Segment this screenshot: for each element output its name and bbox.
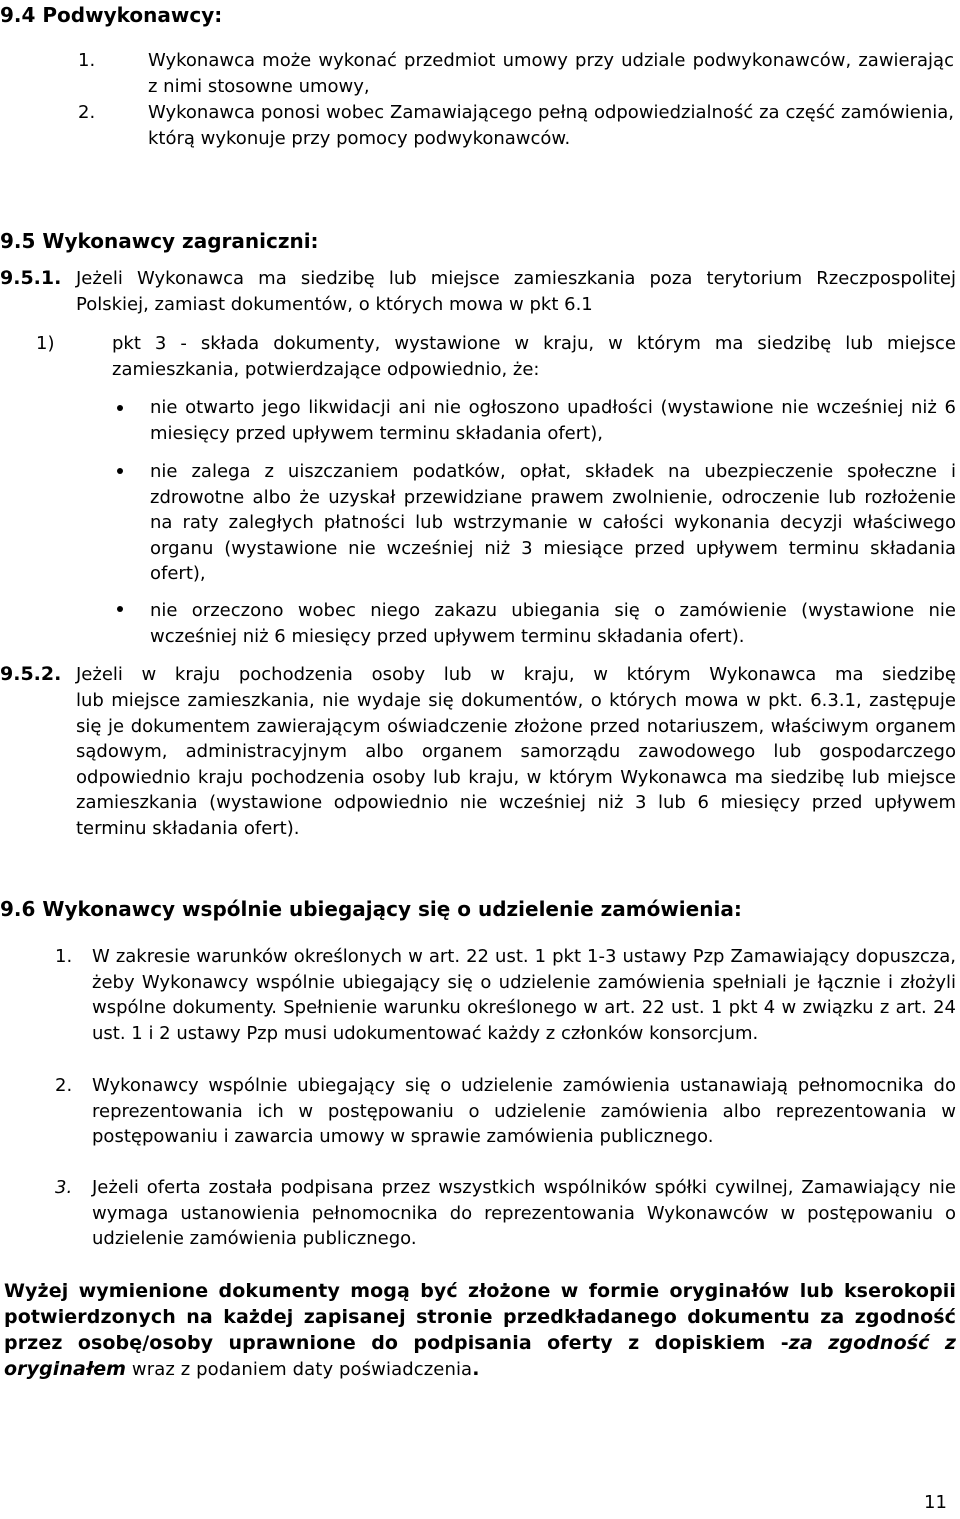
- list-item-text: pkt 3 - składa dokumenty, wystawione w kraju, w którym ma siedzibę lub miejsce zamieszkania, potwierdzające odpowiednio, że:: [112, 333, 956, 380]
- item-number: 2.: [55, 1075, 73, 1096]
- paragraph-number-9-5-2: 9.5.2.: [0, 663, 62, 685]
- list-item-text: W zakresie warunków określonych w art. 22 ust. 1 pkt 1-3 ustawy Pzp Zamawiający dopuszcza, żeby Wykonawcy wspólnie ubiegający się o udzielenie zamówienia spełniali je łącznie i złożyli wspólne dokumenty. Spełnienie warunku określonego w art. 22 ust. 1 pkt 4 w związku z art. 24 ust. 1 i 2 ustawy Pzp musi udokumentować każdy z członków konsorcjum.: [92, 946, 956, 1044]
- item-number: 1): [36, 333, 55, 354]
- note-bold-text: Wyżej wymienione dokumenty mogą być złożone w formie oryginałów lub kserokopii potwierdzonych na każdej zapisanej stronie przedkładanego dokumentu za zgodność przez osobę/osoby uprawnione do podpisania oferty z dopiskiem -: [4, 1280, 956, 1354]
- bullet-icon: [117, 405, 123, 411]
- list-item-text: Wykonawcy wspólnie ubiegający się o udzielenie zamówienia ustanawiają pełnomocnika do reprezentowania ich w postępowaniu o udzielenie zamówienia albo reprezentowania w postępowaniu i zawarcia umowy w sprawie zamówienia publicznego.: [92, 1075, 956, 1147]
- heading-9-4: 9.4 Podwykonawcy:: [0, 3, 223, 27]
- bullet-icon: [117, 468, 123, 474]
- list-item-text: Jeżeli oferta została podpisana przez wszystkich wspólników spółki cywilnej, Zamawiający nie wymaga ustanowienia pełnomocnika do reprezentowania Wykonawców w postępowaniu o udzielenie zamówienia publicznego.: [92, 1177, 956, 1249]
- heading-9-6: 9.6 Wykonawcy wspólnie ubiegający się o udzielenie zamówienia:: [0, 897, 742, 921]
- documents-note: [4, 1278, 956, 1383]
- page-number: 11: [924, 1492, 947, 1513]
- item-number: 3.: [55, 1177, 73, 1198]
- paragraph-9-5-2-first-line: Jeżeli w kraju pochodzenia osoby lub w kraju, w którym Wykonawca ma siedzibę: [76, 664, 956, 685]
- item-number: 2.: [78, 102, 96, 123]
- note-end-text: .: [472, 1358, 480, 1380]
- heading-9-5: 9.5 Wykonawcy zagraniczni:: [0, 229, 319, 253]
- item-number: 1.: [78, 50, 96, 71]
- note-bold-italic-text: za zgodność z oryginałem: [4, 1332, 956, 1380]
- item-number: 1.: [55, 946, 73, 967]
- list-item-text: Wykonawca ponosi wobec Zamawiającego pełną odpowiedzialność za część zamówienia, którą wykonuje przy pomocy podwykonawców.: [148, 102, 954, 149]
- paragraph-number-9-5-1: 9.5.1.: [0, 267, 62, 289]
- bullet-text: nie zalega z uiszczaniem podatków, opłat, składek na ubezpieczenie społeczne i zdrowotne albo że uzyskał przewidziane prawem zwolnienie, odroczenie lub rozłożenie na raty zaległych płatności lub wstrzymanie w całości wykonania decyzji właściwego organu (wystawione nie wcześniej niż 3 miesiące przed upływem terminu składania ofert),: [150, 461, 956, 584]
- paragraph-9-5-1: Jeżeli Wykonawca ma siedzibę lub miejsce zamieszkania poza terytorium Rzeczpospolitej Polskiej, zamiast dokumentów, o których mowa w pkt 6.1: [76, 268, 956, 315]
- bullet-text: nie orzeczono wobec niego zakazu ubiegania się o zamówienie (wystawione nie wcześniej niż 6 miesięcy przed upływem terminu składania ofert).: [150, 600, 956, 647]
- bullet-icon: [117, 606, 123, 612]
- paragraph-9-5-2: lub miejsce zamieszkania, nie wydaje się dokumentów, o których mowa w pkt. 6.3.1, zastępuje się je dokumentem zawierającym oświadczenie złożone przed notariuszem, właściwym organem sądowym, administracyjnym albo organem samorządu zawodowego lub gospodarczego odpowiednio kraju pochodzenia osoby lub kraju, w którym Wykonawca ma siedzibę lub miejsce zamieszkania (wystawione odpowiednio nie wcześniej niż 3 lub 6 miesięcy przed upływem terminu składania ofert).: [76, 690, 956, 839]
- list-item-text: Wykonawca może wykonać przedmiot umowy przy udziale podwykonawców, zawierając z nimi stosowne umowy,: [148, 50, 954, 97]
- note-normal-text: wraz z podaniem daty poświadczenia: [126, 1359, 473, 1380]
- bullet-text: nie otwarto jego likwidacji ani nie ogłoszono upadłości (wystawione nie wcześniej niż 6 miesięcy przed upływem terminu składania ofert),: [150, 397, 956, 444]
